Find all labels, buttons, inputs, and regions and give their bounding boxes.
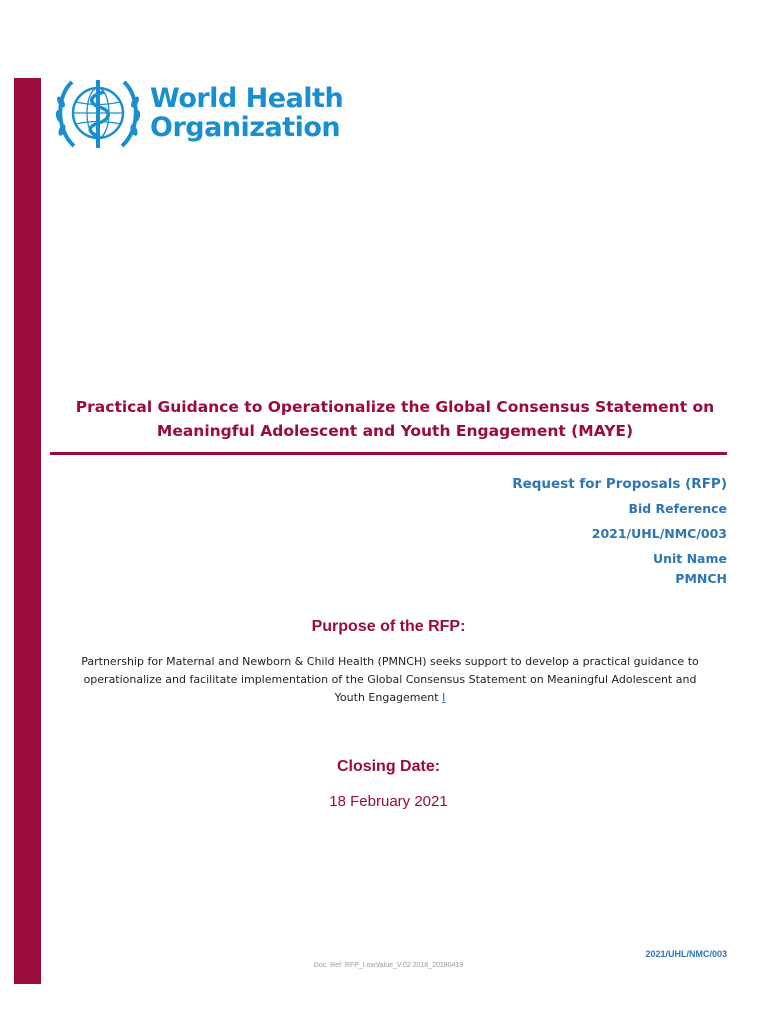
bid-reference-label: Bid Reference <box>628 501 727 516</box>
closing-date-heading: Closing Date: <box>336 758 441 775</box>
title-line-2: Meaningful Adolescent and Youth Engagement (MAYE) <box>156 422 634 440</box>
purpose-line-2: operationalize and facilitate implementation of the Global Consensus Statement on Meaningful Adolescent and <box>83 673 697 686</box>
purpose-line-3 <box>55 689 725 707</box>
who-logo <box>52 72 343 154</box>
who-logo-text <box>150 84 343 142</box>
purpose-line-3-text: Youth Engagement <box>334 691 439 704</box>
purpose-heading: Purpose of the RFP: <box>311 618 466 635</box>
purpose-text <box>55 653 725 707</box>
bid-reference-value: 2021/UHL/NMC/003 <box>591 526 727 541</box>
purpose-line-1: Partnership for Maternal and Newborn & Child Health (PMNCH) seeks support to develop a practical guidance to <box>81 655 699 668</box>
title-line-1: Practical Guidance to Operationalize the Global Consensus Statement on <box>75 398 715 416</box>
footnote-marker[interactable]: I <box>442 691 446 704</box>
rfp-info-block <box>512 474 727 589</box>
who-emblem-icon <box>52 72 144 154</box>
logo-line-2: Organization <box>150 112 341 143</box>
side-accent-bar <box>14 78 41 984</box>
rfp-heading: Request for Proposals (RFP) <box>512 476 727 492</box>
title-divider <box>50 452 727 455</box>
unit-name-value: PMNCH <box>675 571 727 586</box>
doc-reference: Doc. Ref: RFP_LowValue_V.02 2018_20180419 <box>313 962 464 969</box>
unit-name-label: Unit Name <box>652 551 727 566</box>
logo-line-1: World Health <box>150 83 344 114</box>
footer-reference: 2021/UHL/NMC/003 <box>645 949 727 959</box>
document-title <box>60 395 730 443</box>
closing-date-value: 18 February 2021 <box>329 793 448 810</box>
